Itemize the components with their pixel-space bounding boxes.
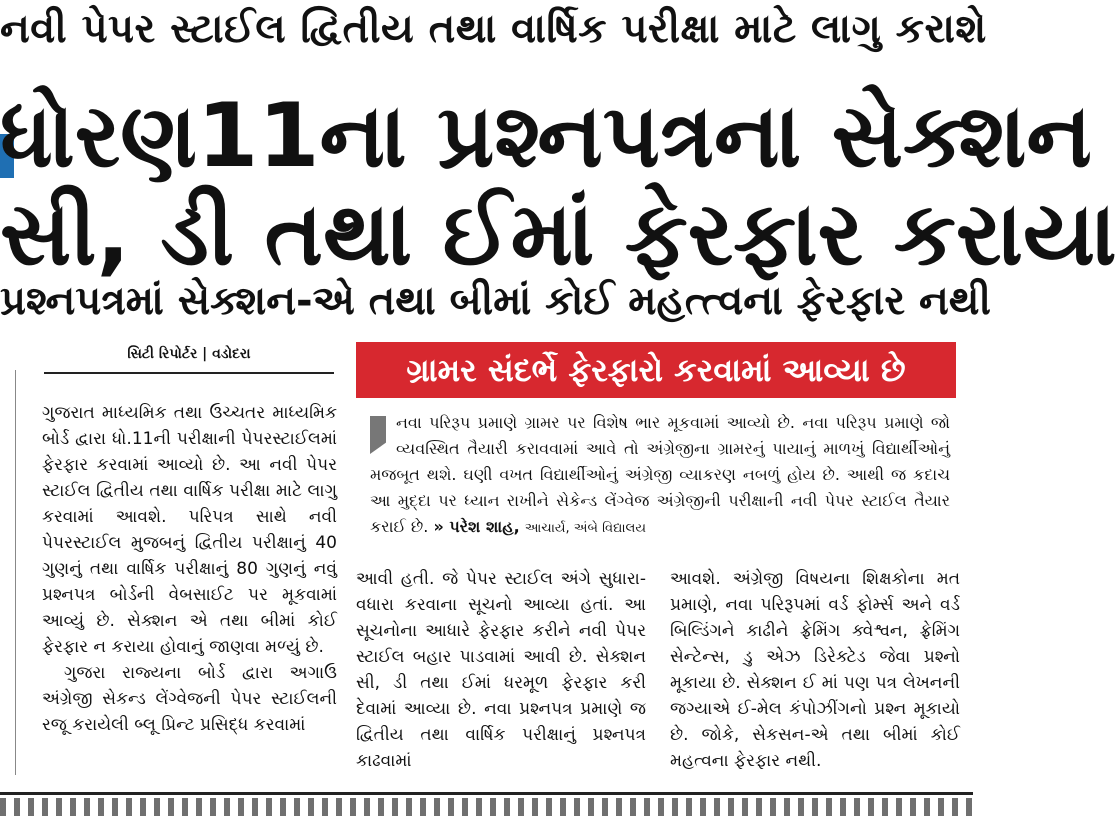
quote-text: નવા પરિરૂપ પ્રમાણે ગ્રામર પર વિશેષ ભાર મૂકવામાં આવ્યો છે. નવા પરિરૂપ પ્રમાણે જો વ્યવસ્થિત તૈયારી કરાવવામાં આવે તો અંગ્રેજીના ગ્રામરનું પાયાનું માળખું વિદ્યાર્થીઓનું મજબૂત થશે. ઘણી વખત વિદ્યાર્થીઓનું અંગ્રેજી વ્યાકરણ નબળું હોય છે. આથી જ કદાચ આ મુદ્દા પર ધ્યાન રાખીને સેકેન્ડ લેંગ્વેજ અંગ્રેજીની પરીક્ષાની નવી પેપર સ્ટાઈલ તૈયાર કરાઈ છે. bbox=[370, 413, 950, 536]
quote-author-role: આચાર્ય, અંબે વિદ્યાલય bbox=[524, 521, 646, 536]
article-paragraph-1: ગુજરાત માધ્યમિક તથા ઉચ્ચતર માધ્યમિક બોર્ડ દ્વારા ધો.11ની પરીક્ષાની પેપરસ્ટાઈલમાં ફેરફાર કરવામાં આવ્યો છે. આ નવી પેપર સ્ટાઈલ દ્વિતીય તથા વાર્ષિક પરીક્ષા માટે લાગુ કરવામાં આવશે. પરિપત્ર સાથે નવી પેપરસ્ટાઈલ મુજબનું દ્વિતીય પરીક્ષાનું 40 ગુણનું તથા વાર્ષિક પરીક્ષાનું 80 ગુણનું નવું પ્રશ્નપત્ર બોર્ડની વેબસાઈટ પર મૂકવામાં આવ્યું છે. સેક્શન એ તથા બીમાં કોઈ ફેરફાર ન કરાયા હોવાનું જાણવા મળ્યું છે. bbox=[42, 403, 337, 657]
byline: સિટી રિપોર્ટર | વડોદરા bbox=[127, 346, 251, 362]
quote-mark-icon bbox=[370, 416, 386, 454]
cropped-next-article-strip bbox=[0, 798, 973, 816]
article-paragraph-2: ગુજરા રાજ્યના બોર્ડ દ્વારા અગાઉ અંગ્રેજી સેકન્ડ લેંગ્વેજની પેપર સ્ટાઈલની રજૂ કરાયેલી બ્લૂ પ્રિન્ટ પ્રસિદ્ધ કરવામાં bbox=[42, 663, 337, 735]
headline-line-2: સી, ડી તથા ઈમાં ફેરફાર કરાયા bbox=[0, 182, 1117, 285]
page-bottom-rule bbox=[0, 792, 973, 795]
deck-subheadline: પ્રશ્નપત્રમાં સેક્શન-એ તથા બીમાં કોઈ મહત્ત્વના ફેરફાર નથી bbox=[0, 278, 991, 324]
article-column-1 bbox=[42, 400, 337, 738]
column-rule bbox=[15, 370, 16, 775]
quote-box bbox=[370, 410, 950, 542]
kicker-headline: નવી પેપર સ્ટાઈલ દ્વિતીય તથા વાર્ષિક પરીક્ષા માટે લાગુ કરાશે bbox=[0, 6, 987, 52]
headline-line-1: ધોરણ11ના પ્રશ્નપત્રના સેક્શન bbox=[0, 84, 1092, 187]
article-column-2-text: આવી હતી. જે પેપર સ્ટાઈલ અંગે સુધારા-વધારા કરવાના સૂચનો આવ્યા હતાં. આ સૂચનોના આધારે ફેરફાર કરીને નવી પેપર સ્ટાઈલ બહાર પાડવામાં આવી છે. સેક્શન સી, ડી તથા ઈમાં ધરમૂળ ફેરફાર કરી દેવામાં આવ્યા છે. નવા પ્રશ્નપત્ર પ્રમાણે જ દ્વિતીય તથા વાર્ષિક પરીક્ષાનું પ્રશ્નપત્ર કાઢવામાં bbox=[356, 569, 646, 771]
article-column-3 bbox=[670, 566, 960, 774]
quote-banner: ગ્રામર સંદર્ભે ફેરફારો કરવામાં આવ્યા છે bbox=[356, 342, 956, 398]
article-column-2 bbox=[356, 566, 646, 774]
article-column-3-text: આવશે. અંગ્રેજી વિષયના શિક્ષકોના મત પ્રમાણે, નવા પરિરૂપમાં વર્ડ ફોર્મ્સ અને વર્ડ બિલ્ડિંગને કાઢીને ફ્રેમિંગ ક્વેશ્વન, ફ્રેમિંગ સેન્ટેન્સ, ડુ એઝ ડિરેક્ટેડ જેવા પ્રશ્નો મૂકાયા છે. સેક્શન ઈ માં પણ પત્ર લેખનની જગ્યાએ ઈ-મેલ કંપોઝીંગનો પ્રશ્ન મૂકાયો છે. જોકે, સેકસન-એ તથા બીમાં કોઈ મહત્વના ફેરફાર નથી. bbox=[670, 569, 960, 771]
byline-rule bbox=[44, 372, 334, 374]
quote-author: » પરેશ શાહ, bbox=[433, 517, 520, 536]
